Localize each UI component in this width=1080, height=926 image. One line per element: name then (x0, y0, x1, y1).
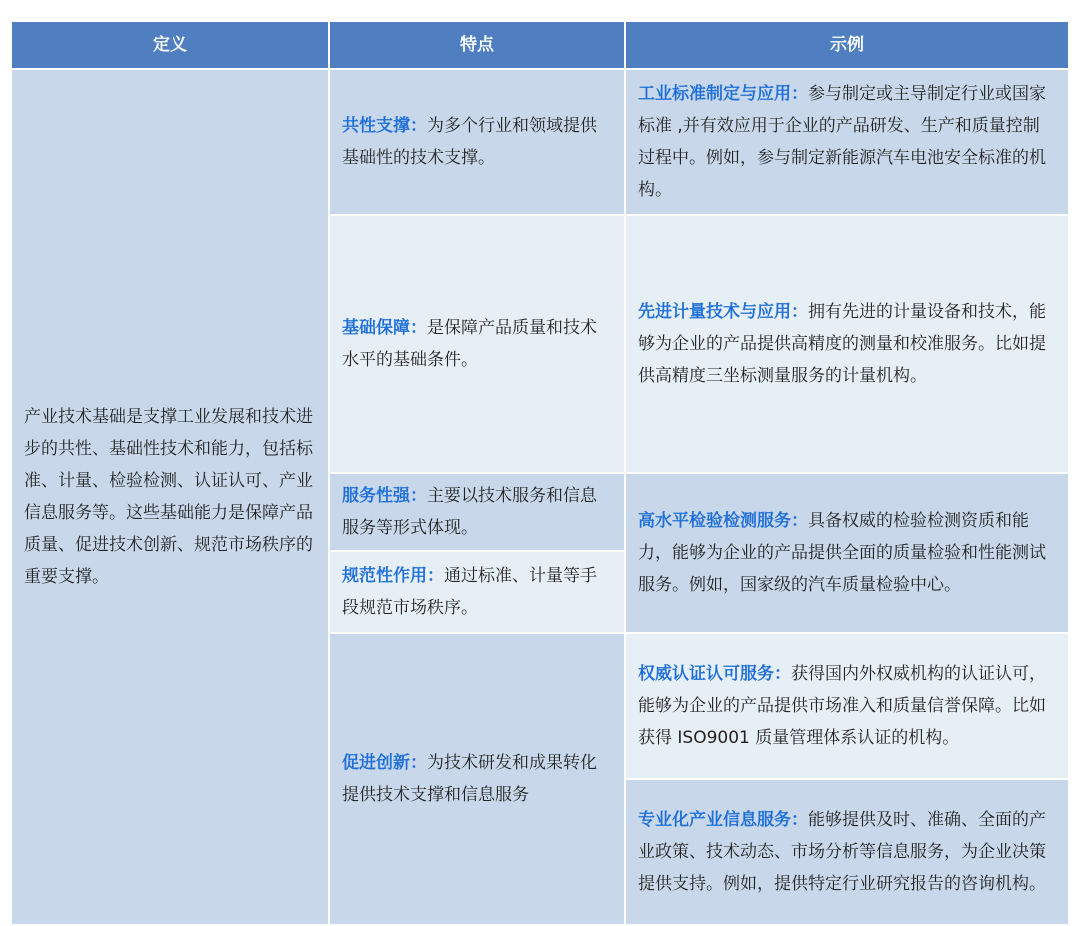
feature-cell (330, 552, 624, 632)
example-keyword: 先进计量技术与应用： (638, 302, 808, 322)
feature-text: 是保障产品质量和技术水平的基础条件。 (342, 318, 597, 370)
feature-cell (330, 474, 624, 550)
feature-keyword: 促进创新： (342, 753, 427, 773)
example-text: 具备权威的检验检测资质和能力，能够为企业的产品提供全面的质量检验和性能测试服务。例如，国家级的汽车质量检验中心。 (638, 511, 1046, 595)
feature-keyword: 共性支撑： (342, 116, 427, 136)
example-text: 获得国内外权威机构的认证认可，能够为企业的产品提供市场准入和质量信誉保障。比如获得 ISO9001 质量管理体系认证的机构。 (638, 664, 1046, 748)
example-cell (626, 70, 1068, 214)
example-text: 拥有先进的计量设备和技术，能够为企业的产品提供高精度的测量和校准服务。比如提供高精度三坐标测量服务的计量机构。 (638, 302, 1046, 386)
feature-keyword: 服务性强： (342, 486, 427, 506)
feature-cell (330, 634, 624, 924)
feature-text: 通过标准、计量等手段规范市场秩序。 (342, 566, 597, 618)
header-examples: 示例 (626, 22, 1068, 68)
feature-text: 为多个行业和领域提供基础性的技术支撑。 (342, 116, 597, 168)
feature-cell (330, 70, 624, 214)
example-keyword: 工业标准制定与应用： (638, 84, 808, 104)
definition-text: 产业技术基础是支撑工业发展和技术进步的共性、基础性技术和能力，包括标准、计量、检验检测、认证认可、产业信息服务等。这些基础能力是保障产品质量、促进技术创新、规范市场秩序的重要支撑。 (24, 407, 313, 587)
example-keyword: 权威认证认可服务： (638, 664, 791, 684)
feature-text: 为技术研发和成果转化提供技术支撑和信息服务 (342, 753, 597, 805)
example-cell (626, 216, 1068, 472)
feature-cell (330, 216, 624, 472)
feature-keyword: 规范性作用： (342, 566, 444, 586)
feature-text: 主要以技术服务和信息服务等形式体现。 (342, 486, 597, 538)
example-cell (626, 780, 1068, 924)
example-cell (626, 634, 1068, 778)
example-keyword: 专业化产业信息服务： (638, 810, 808, 830)
definition-cell (12, 70, 328, 924)
example-text: 参与制定或主导制定行业或国家标准 ,并有效应用于企业的产品研发、生产和质量控制过程中。例如，参与制定新能源汽车电池安全标准的机构。 (638, 84, 1046, 200)
header-definition: 定义 (12, 22, 328, 68)
feature-table (12, 22, 1068, 924)
feature-keyword: 基础保障： (342, 318, 427, 338)
example-cell (626, 474, 1068, 632)
header-features: 特点 (330, 22, 624, 68)
example-keyword: 高水平检验检测服务： (638, 511, 808, 531)
example-text: 能够提供及时、准确、全面的产业政策、技术动态、市场分析等信息服务，为企业决策提供支持。例如，提供特定行业研究报告的咨询机构。 (638, 810, 1046, 894)
